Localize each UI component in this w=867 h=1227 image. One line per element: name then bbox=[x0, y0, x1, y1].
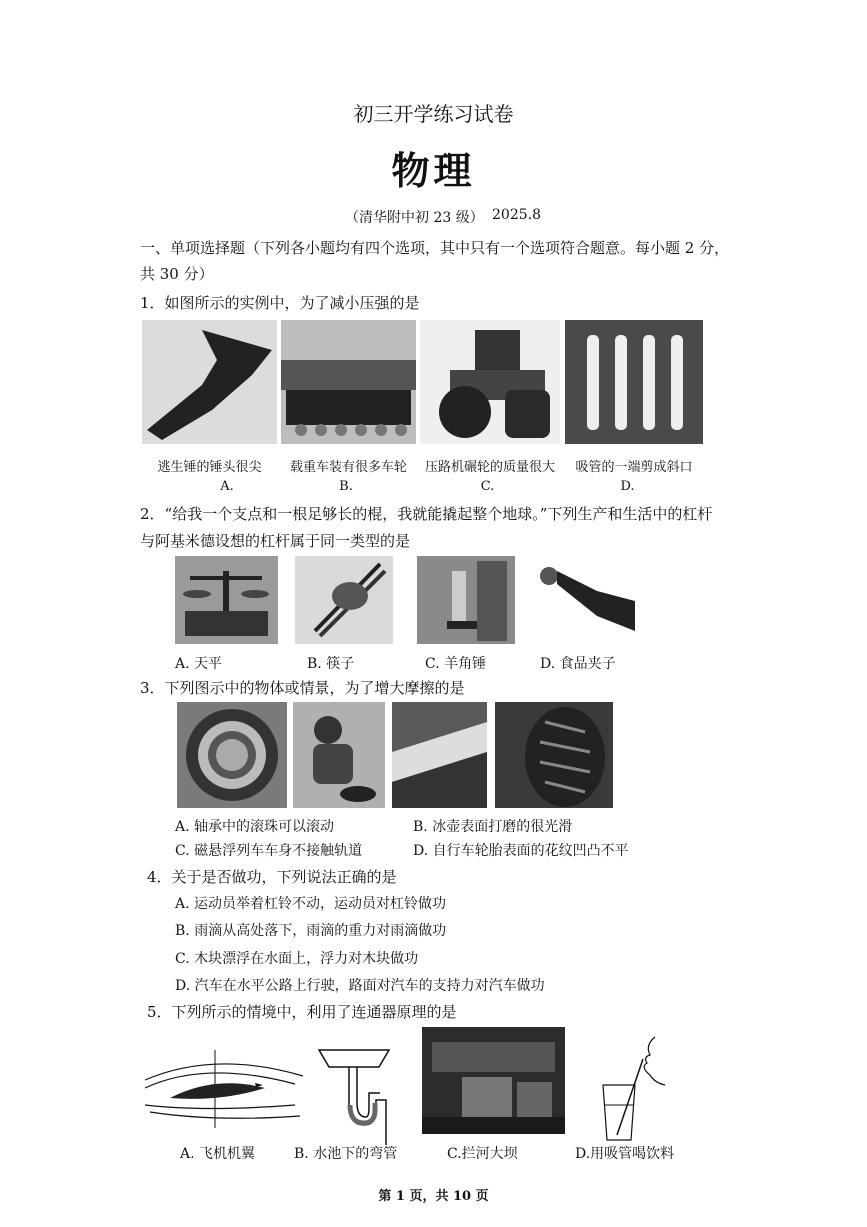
q4-option-b: B. 雨滴从高处落下，雨滴的重力对雨滴做功 bbox=[175, 923, 447, 939]
q1-caption-c: 压路机碾轮的质量很大 bbox=[424, 460, 555, 475]
claw-hammer-photo bbox=[417, 556, 515, 644]
class-info: （清华附中初 23 级） bbox=[345, 210, 484, 226]
q2-option-a: A. 天平 bbox=[175, 656, 223, 672]
roller-photo bbox=[420, 320, 560, 444]
q4-option-d: D. 汽车在水平公路上行驶，路面对汽车的支持力对汽车做功 bbox=[175, 978, 545, 994]
bearing-photo bbox=[177, 702, 287, 808]
q3-option-a: A. 轴承中的滚珠可以滚动 bbox=[175, 819, 335, 835]
q5-option-c: C.拦河大坝 bbox=[447, 1146, 518, 1162]
exam-title: 初三开学练习试卷 bbox=[353, 102, 514, 126]
q4-stem: 4．关于是否做功，下列说法正确的是 bbox=[147, 868, 397, 886]
q4-option-c: C. 木块漂浮在水面上，浮力对木块做功 bbox=[175, 951, 419, 967]
subject-title: 物理 bbox=[391, 148, 476, 193]
q1-letter-a: A. bbox=[220, 479, 234, 494]
maglev-photo bbox=[392, 702, 487, 808]
q5-stem: 5．下列所示的情境中，利用了连通器原理的是 bbox=[147, 1003, 457, 1021]
q1-caption-d: 吸管的一端剪成斜口 bbox=[575, 460, 693, 475]
hammer-photo bbox=[142, 320, 277, 444]
curling-photo bbox=[293, 702, 385, 808]
q2-option-c: C. 羊角锤 bbox=[425, 656, 487, 672]
q3-stem: 3．下列图示中的物体或情景，为了增大摩擦的是 bbox=[140, 679, 465, 697]
truck-photo bbox=[281, 320, 416, 444]
straw-photo bbox=[565, 320, 703, 444]
section-heading-line1: 一、单项选择题（下列各小题均有四个选项，其中只有一个选项符合题意。每小题 2 分， bbox=[140, 239, 730, 257]
q2-option-d: D. 食品夹子 bbox=[540, 656, 616, 672]
food-tongs-photo bbox=[537, 556, 635, 644]
q4-option-a: A. 运动员举着杠铃不动，运动员对杠铃做功 bbox=[175, 896, 447, 912]
sink-trap-diagram bbox=[314, 1045, 394, 1145]
q3-option-b: B. 冰壶表面打磨的很光滑 bbox=[413, 819, 573, 835]
q5-option-d: D.用吸管喝饮料 bbox=[575, 1146, 675, 1162]
tire-photo bbox=[495, 702, 613, 808]
q1-letter-b: B. bbox=[339, 479, 353, 494]
q2-stem-line1: 2．“给我一个支点和一根足够长的棍，我就能撬起整个地球。”下列生产和生活中的杠杆 bbox=[140, 505, 713, 523]
q1-caption-b: 载重车装有很多车轮 bbox=[289, 460, 407, 475]
q1-letter-c: C. bbox=[480, 479, 495, 494]
q1-caption-a: 逃生锤的锤头很尖 bbox=[157, 460, 262, 475]
q3-option-d: D. 自行车轮胎表面的花纹凹凸不平 bbox=[413, 843, 629, 859]
section-heading-line2: 共 30 分） bbox=[140, 265, 214, 283]
chopsticks-photo bbox=[295, 556, 393, 644]
q1-stem: 1．如图所示的实例中，为了减小压强的是 bbox=[140, 294, 420, 312]
balance-photo bbox=[175, 556, 278, 644]
q5-option-a: A. 飞机机翼 bbox=[180, 1146, 256, 1162]
q2-option-b: B. 筷子 bbox=[307, 656, 355, 672]
q3-option-c: C. 磁悬浮列车车身不接触轨道 bbox=[175, 843, 363, 859]
page-footer: 第 1 页，共 10 页 bbox=[378, 1189, 489, 1204]
q2-stem-line2: 与阿基米德设想的杠杆属于同一类型的是 bbox=[140, 532, 411, 550]
q5-option-b: B. 水池下的弯管 bbox=[294, 1146, 398, 1162]
exam-date: 2025.8 bbox=[492, 207, 541, 223]
drinking-straw-diagram bbox=[595, 1035, 675, 1145]
wing-diagram bbox=[145, 1050, 305, 1130]
q1-letter-d: D. bbox=[620, 479, 635, 494]
dam-photo bbox=[422, 1027, 565, 1134]
